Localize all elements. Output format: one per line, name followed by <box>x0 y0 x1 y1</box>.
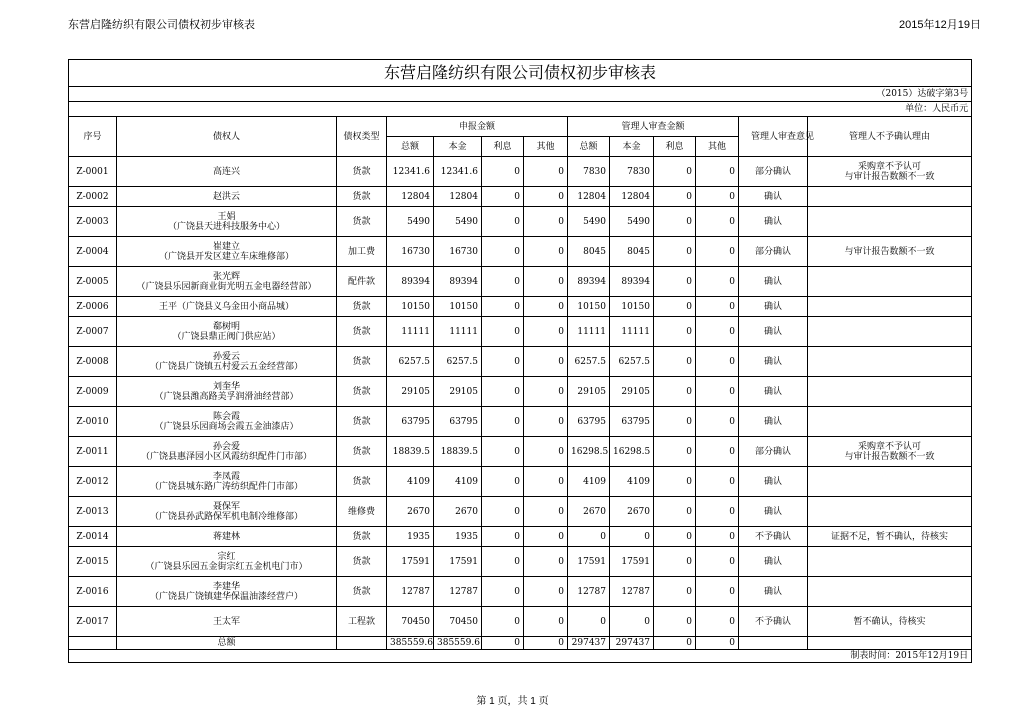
table-row <box>69 437 972 467</box>
row-opinion: 部分确认 <box>739 237 808 267</box>
row-seq: Z-0004 <box>69 237 117 267</box>
row-reason <box>808 317 972 347</box>
row-opinion: 确认 <box>739 467 808 497</box>
row-creditor: 陈会霞 （广饶县乐园商场会霞五金油漆店） <box>117 407 337 437</box>
row-amount-dp: 10150 <box>434 297 482 317</box>
col-header-reviewed-interest: 利息 <box>654 137 696 157</box>
total-amount-do: 0 <box>524 637 568 650</box>
total-amount-dp: 385559.6 <box>434 637 482 650</box>
row-amount-rp: 2670 <box>610 497 654 527</box>
row-amount-rt: 4109 <box>568 467 610 497</box>
row-amount-ro: 0 <box>696 157 739 187</box>
row-opinion: 确认 <box>739 377 808 407</box>
row-amount-dp: 29105 <box>434 377 482 407</box>
row-type: 配件款 <box>337 267 387 297</box>
row-amount-ri: 0 <box>654 467 696 497</box>
row-amount-dt: 2670 <box>387 497 434 527</box>
row-amount-dp: 16730 <box>434 237 482 267</box>
row-amount-ro: 0 <box>696 207 739 237</box>
row-creditor: 王平（广饶县义乌金田小商品城） <box>117 297 337 317</box>
made-time: 制表时间：2015年12月19日 <box>69 650 972 663</box>
row-amount-do: 0 <box>524 607 568 637</box>
row-creditor: 郗树明 （广饶县鼎正阀门供应站） <box>117 317 337 347</box>
row-amount-dp: 4109 <box>434 467 482 497</box>
row-seq: Z-0007 <box>69 317 117 347</box>
row-type: 货款 <box>337 207 387 237</box>
row-amount-di: 0 <box>482 577 524 607</box>
row-type: 货款 <box>337 157 387 187</box>
row-seq: Z-0003 <box>69 207 117 237</box>
total-seq-empty <box>69 637 117 650</box>
row-amount-di: 0 <box>482 187 524 207</box>
row-amount-dt: 10150 <box>387 297 434 317</box>
col-header-declared-principal: 本金 <box>434 137 482 157</box>
row-amount-ri: 0 <box>654 527 696 547</box>
row-type: 货款 <box>337 527 387 547</box>
row-amount-rt: 2670 <box>568 497 610 527</box>
row-amount-dt: 17591 <box>387 547 434 577</box>
row-amount-do: 0 <box>524 317 568 347</box>
col-header-creditor: 债权人 <box>117 117 337 157</box>
row-amount-ro: 0 <box>696 317 739 347</box>
total-amount-ri: 0 <box>654 637 696 650</box>
row-opinion: 确认 <box>739 547 808 577</box>
row-amount-rt: 17591 <box>568 547 610 577</box>
row-amount-ro: 0 <box>696 497 739 527</box>
row-amount-ri: 0 <box>654 157 696 187</box>
row-opinion: 部分确认 <box>739 157 808 187</box>
row-amount-ro: 0 <box>696 547 739 577</box>
row-opinion: 确认 <box>739 207 808 237</box>
row-seq: Z-0013 <box>69 497 117 527</box>
row-amount-dp: 17591 <box>434 547 482 577</box>
row-amount-dt: 12804 <box>387 187 434 207</box>
row-amount-rt: 63795 <box>568 407 610 437</box>
col-header-declared-interest: 利息 <box>482 137 524 157</box>
row-amount-rp: 8045 <box>610 237 654 267</box>
total-opinion-empty <box>739 637 808 650</box>
row-reason <box>808 377 972 407</box>
table-row <box>69 237 972 267</box>
total-reason-empty <box>808 637 972 650</box>
row-type: 货款 <box>337 577 387 607</box>
row-amount-do: 0 <box>524 267 568 297</box>
row-amount-do: 0 <box>524 237 568 267</box>
row-seq: Z-0006 <box>69 297 117 317</box>
row-seq: Z-0017 <box>69 607 117 637</box>
row-amount-rt: 89394 <box>568 267 610 297</box>
row-amount-ro: 0 <box>696 407 739 437</box>
row-amount-ri: 0 <box>654 297 696 317</box>
row-amount-ro: 0 <box>696 237 739 267</box>
row-amount-rp: 29105 <box>610 377 654 407</box>
table-row <box>69 297 972 317</box>
row-amount-dp: 70450 <box>434 607 482 637</box>
row-amount-rp: 12787 <box>610 577 654 607</box>
row-amount-do: 0 <box>524 527 568 547</box>
row-amount-di: 0 <box>482 157 524 187</box>
col-header-reason: 管理人不予确认理由 <box>808 117 972 157</box>
row-amount-rt: 0 <box>568 607 610 637</box>
currency-unit: 单位：人民币元 <box>69 102 972 117</box>
table-row <box>69 467 972 497</box>
col-header-reviewed-other: 其他 <box>696 137 739 157</box>
row-amount-rt: 12787 <box>568 577 610 607</box>
row-seq: Z-0014 <box>69 527 117 547</box>
row-amount-ro: 0 <box>696 467 739 497</box>
col-header-reviewed-principal: 本金 <box>610 137 654 157</box>
row-amount-di: 0 <box>482 407 524 437</box>
row-type: 工程款 <box>337 607 387 637</box>
row-amount-ro: 0 <box>696 527 739 547</box>
table-row <box>69 407 972 437</box>
row-type: 货款 <box>337 377 387 407</box>
row-creditor: 张光辉 （广饶县乐园新商业街光明五金电器经营部） <box>117 267 337 297</box>
row-amount-di: 0 <box>482 547 524 577</box>
row-type: 货款 <box>337 407 387 437</box>
row-amount-rt: 12804 <box>568 187 610 207</box>
row-opinion: 确认 <box>739 577 808 607</box>
row-amount-do: 0 <box>524 187 568 207</box>
row-amount-ro: 0 <box>696 437 739 467</box>
row-amount-di: 0 <box>482 237 524 267</box>
row-creditor: 崔建立 （广饶县开发区建立车床维修部） <box>117 237 337 267</box>
row-amount-dt: 63795 <box>387 407 434 437</box>
row-creditor: 王太军 <box>117 607 337 637</box>
table-title: 东营启隆纺织有限公司债权初步审核表 <box>69 60 972 87</box>
row-amount-do: 0 <box>524 467 568 497</box>
row-creditor: 刘奎华 （广饶县潍高路美孚润滑油经营部） <box>117 377 337 407</box>
row-seq: Z-0015 <box>69 547 117 577</box>
row-amount-ri: 0 <box>654 347 696 377</box>
row-amount-rt: 8045 <box>568 237 610 267</box>
table-row <box>69 577 972 607</box>
table-row <box>69 527 972 547</box>
row-amount-ri: 0 <box>654 377 696 407</box>
row-reason <box>808 467 972 497</box>
row-opinion: 不予确认 <box>739 607 808 637</box>
row-amount-ri: 0 <box>654 267 696 297</box>
row-reason <box>808 267 972 297</box>
table-row <box>69 497 972 527</box>
row-amount-do: 0 <box>524 297 568 317</box>
row-amount-rt: 10150 <box>568 297 610 317</box>
row-amount-dt: 18839.5 <box>387 437 434 467</box>
total-type-empty <box>337 637 387 650</box>
row-opinion: 确认 <box>739 297 808 317</box>
table-row <box>69 547 972 577</box>
row-type: 货款 <box>337 437 387 467</box>
row-amount-ri: 0 <box>654 317 696 347</box>
table-row <box>69 207 972 237</box>
row-amount-dt: 4109 <box>387 467 434 497</box>
col-header-opinion: 管理人审查意见 <box>739 117 808 157</box>
row-seq: Z-0005 <box>69 267 117 297</box>
row-seq: Z-0008 <box>69 347 117 377</box>
row-amount-di: 0 <box>482 527 524 547</box>
row-amount-di: 0 <box>482 347 524 377</box>
row-seq: Z-0010 <box>69 407 117 437</box>
col-header-declared-total: 总额 <box>387 137 434 157</box>
row-type: 货款 <box>337 347 387 377</box>
row-opinion: 确认 <box>739 347 808 377</box>
row-amount-dt: 11111 <box>387 317 434 347</box>
row-creditor: 孙会爱 （广饶县惠泽园小区风霞纺织配件门市部） <box>117 437 337 467</box>
row-reason <box>808 297 972 317</box>
row-opinion: 确认 <box>739 407 808 437</box>
row-reason <box>808 207 972 237</box>
col-header-reviewed: 管理人审查金额 <box>568 117 739 137</box>
row-creditor: 聂保军 （广饶县孙武路保军机电制冷维修部） <box>117 497 337 527</box>
row-opinion: 确认 <box>739 187 808 207</box>
row-seq: Z-0011 <box>69 437 117 467</box>
row-amount-dt: 16730 <box>387 237 434 267</box>
row-amount-dt: 70450 <box>387 607 434 637</box>
row-amount-dp: 12341.6 <box>434 157 482 187</box>
creditor-review-table <box>68 59 972 663</box>
row-reason: 采购章不予认可 与审计报告数额不一致 <box>808 157 972 187</box>
row-amount-rp: 89394 <box>610 267 654 297</box>
total-amount-dt: 385559.6 <box>387 637 434 650</box>
row-amount-rp: 10150 <box>610 297 654 317</box>
table-row <box>69 267 972 297</box>
col-header-declared-other: 其他 <box>524 137 568 157</box>
row-amount-dp: 6257.5 <box>434 347 482 377</box>
row-creditor: 高连兴 <box>117 157 337 187</box>
row-amount-rt: 0 <box>568 527 610 547</box>
row-amount-rp: 11111 <box>610 317 654 347</box>
total-amount-rt: 297437 <box>568 637 610 650</box>
row-amount-rp: 4109 <box>610 467 654 497</box>
row-amount-ri: 0 <box>654 207 696 237</box>
row-amount-ro: 0 <box>696 577 739 607</box>
col-header-type: 债权类型 <box>337 117 387 157</box>
row-amount-ro: 0 <box>696 297 739 317</box>
row-amount-dt: 29105 <box>387 377 434 407</box>
total-amount-rp: 297437 <box>610 637 654 650</box>
row-seq: Z-0009 <box>69 377 117 407</box>
table-row <box>69 317 972 347</box>
row-type: 加工费 <box>337 237 387 267</box>
row-seq: Z-0001 <box>69 157 117 187</box>
row-amount-ri: 0 <box>654 497 696 527</box>
row-opinion: 不予确认 <box>739 527 808 547</box>
row-amount-do: 0 <box>524 437 568 467</box>
row-amount-dp: 2670 <box>434 497 482 527</box>
row-amount-do: 0 <box>524 407 568 437</box>
row-amount-do: 0 <box>524 157 568 187</box>
row-reason <box>808 347 972 377</box>
row-creditor: 李建华 （广饶县广饶镇建华保温油漆经营户） <box>117 577 337 607</box>
row-amount-do: 0 <box>524 377 568 407</box>
row-amount-di: 0 <box>482 297 524 317</box>
row-opinion: 确认 <box>739 267 808 297</box>
row-amount-rp: 6257.5 <box>610 347 654 377</box>
row-amount-do: 0 <box>524 347 568 377</box>
made-time-row <box>69 650 972 663</box>
row-amount-rp: 0 <box>610 527 654 547</box>
row-amount-rp: 16298.5 <box>610 437 654 467</box>
row-reason: 暂不确认，待核实 <box>808 607 972 637</box>
row-amount-dp: 18839.5 <box>434 437 482 467</box>
row-amount-ro: 0 <box>696 267 739 297</box>
table-row <box>69 377 972 407</box>
total-row <box>69 637 972 650</box>
row-amount-dp: 12787 <box>434 577 482 607</box>
row-reason <box>808 407 972 437</box>
row-amount-dp: 63795 <box>434 407 482 437</box>
row-amount-rt: 16298.5 <box>568 437 610 467</box>
table-row <box>69 187 972 207</box>
row-amount-ro: 0 <box>696 347 739 377</box>
row-opinion: 确认 <box>739 497 808 527</box>
col-header-declared: 申报金额 <box>387 117 568 137</box>
row-amount-ro: 0 <box>696 187 739 207</box>
total-amount-ro: 0 <box>696 637 739 650</box>
table-row <box>69 157 972 187</box>
row-amount-ri: 0 <box>654 237 696 267</box>
row-amount-rt: 29105 <box>568 377 610 407</box>
row-amount-di: 0 <box>482 437 524 467</box>
total-label: 总额 <box>117 637 337 650</box>
row-amount-dt: 5490 <box>387 207 434 237</box>
row-amount-ri: 0 <box>654 437 696 467</box>
row-amount-rt: 5490 <box>568 207 610 237</box>
row-type: 货款 <box>337 317 387 347</box>
row-amount-dt: 12787 <box>387 577 434 607</box>
row-amount-dp: 1935 <box>434 527 482 547</box>
row-opinion: 确认 <box>739 317 808 347</box>
row-type: 货款 <box>337 547 387 577</box>
row-amount-dt: 12341.6 <box>387 157 434 187</box>
row-amount-rt: 11111 <box>568 317 610 347</box>
row-creditor: 孙爱云 （广饶县广饶镇五村爱云五金经营部） <box>117 347 337 377</box>
row-amount-ro: 0 <box>696 377 739 407</box>
row-amount-dt: 89394 <box>387 267 434 297</box>
row-reason: 证据不足，暂不确认，待核实 <box>808 527 972 547</box>
row-creditor: 蒋建林 <box>117 527 337 547</box>
row-amount-dp: 12804 <box>434 187 482 207</box>
row-amount-dp: 11111 <box>434 317 482 347</box>
row-seq: Z-0012 <box>69 467 117 497</box>
row-amount-ro: 0 <box>696 607 739 637</box>
row-creditor: 宗红 （广饶县乐园五金街宗红五金机电门市） <box>117 547 337 577</box>
row-amount-di: 0 <box>482 317 524 347</box>
row-creditor: 李凤霞 （广饶县城东路广涛纺织配件门市部） <box>117 467 337 497</box>
total-amount-di: 0 <box>482 637 524 650</box>
row-amount-rt: 6257.5 <box>568 347 610 377</box>
row-amount-di: 0 <box>482 467 524 497</box>
table-row <box>69 347 972 377</box>
row-amount-di: 0 <box>482 377 524 407</box>
row-amount-di: 0 <box>482 267 524 297</box>
row-seq: Z-0016 <box>69 577 117 607</box>
row-type: 维修费 <box>337 497 387 527</box>
row-reason <box>808 497 972 527</box>
row-amount-dt: 1935 <box>387 527 434 547</box>
row-creditor: 赵洪云 <box>117 187 337 207</box>
row-amount-rp: 17591 <box>610 547 654 577</box>
row-amount-rp: 5490 <box>610 207 654 237</box>
page-header-date: 2015年12月19日 <box>899 19 981 31</box>
row-opinion: 部分确认 <box>739 437 808 467</box>
col-header-reviewed-total: 总额 <box>568 137 610 157</box>
row-amount-di: 0 <box>482 607 524 637</box>
row-amount-rp: 12804 <box>610 187 654 207</box>
row-amount-rp: 63795 <box>610 407 654 437</box>
row-seq: Z-0002 <box>69 187 117 207</box>
row-amount-do: 0 <box>524 207 568 237</box>
row-creditor: 王娟 （广饶县天进科技服务中心） <box>117 207 337 237</box>
row-amount-ri: 0 <box>654 547 696 577</box>
row-amount-ri: 0 <box>654 187 696 207</box>
row-type: 货款 <box>337 187 387 207</box>
row-amount-do: 0 <box>524 547 568 577</box>
row-reason <box>808 187 972 207</box>
row-amount-dp: 5490 <box>434 207 482 237</box>
row-amount-do: 0 <box>524 497 568 527</box>
row-amount-ri: 0 <box>654 577 696 607</box>
row-type: 货款 <box>337 297 387 317</box>
row-amount-do: 0 <box>524 577 568 607</box>
row-reason: 与审计报告数额不一致 <box>808 237 972 267</box>
col-header-seq: 序号 <box>69 117 117 157</box>
row-amount-di: 0 <box>482 497 524 527</box>
row-amount-rt: 7830 <box>568 157 610 187</box>
row-reason: 采购章不予认可 与审计报告数额不一致 <box>808 437 972 467</box>
page-header-left: 东营启隆纺织有限公司债权初步审核表 <box>68 19 255 31</box>
page-footer: 第 1 页，共 1 页 <box>476 696 549 707</box>
row-type: 货款 <box>337 467 387 497</box>
row-reason <box>808 577 972 607</box>
row-amount-ri: 0 <box>654 407 696 437</box>
row-reason <box>808 547 972 577</box>
table-row <box>69 607 972 637</box>
document-number: （2015）达破字第3号 <box>69 87 972 102</box>
row-amount-rp: 0 <box>610 607 654 637</box>
row-amount-di: 0 <box>482 207 524 237</box>
row-amount-dp: 89394 <box>434 267 482 297</box>
row-amount-dt: 6257.5 <box>387 347 434 377</box>
row-amount-rp: 7830 <box>610 157 654 187</box>
row-amount-ri: 0 <box>654 607 696 637</box>
